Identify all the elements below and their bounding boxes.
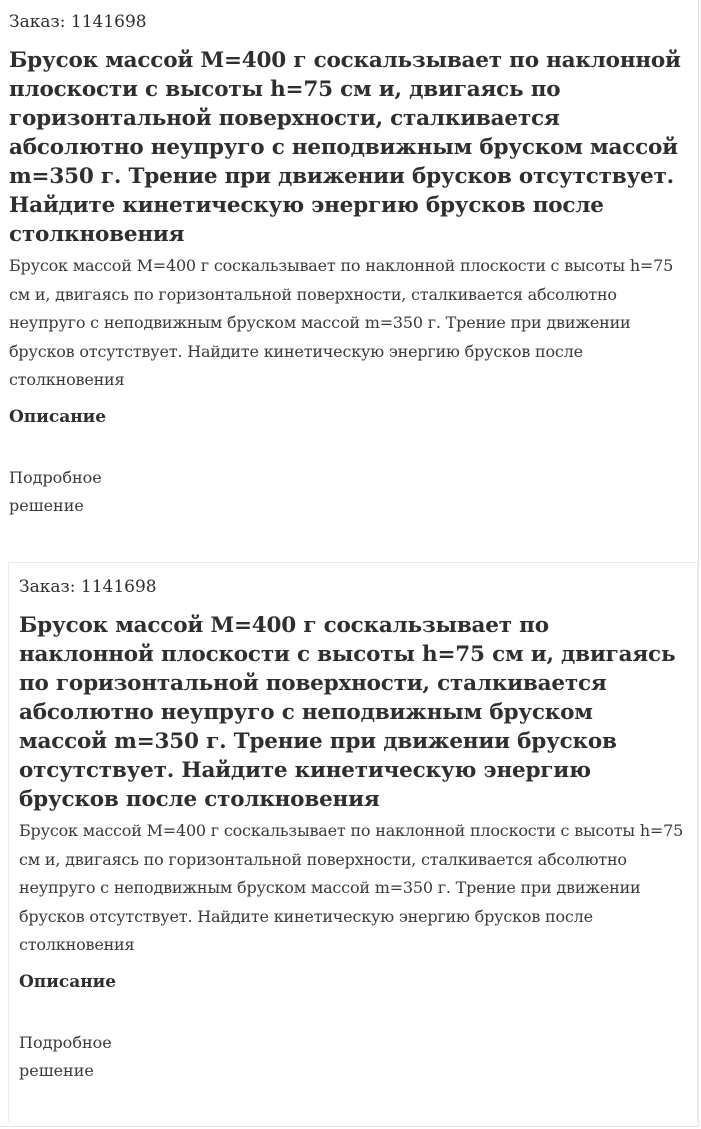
order-number: Заказ: 1141698: [9, 12, 147, 32]
solution-label: Подробное решение: [9, 467, 102, 515]
order-card: [0, 0, 699, 545]
task-text: Брусок массой M=400 г соскальзывает по наклонной плоскости с высоты h=75 см и, двигаясь по горизонтальной поверхности, сталкивается абсолютно неупруго с неподвижным бруском массой m=350 г. Трение при движении брусков отсутствует. Найдите кинетическую энергию брусков после столкновения: [9, 256, 674, 389]
solution-label: Подробное решение: [19, 1032, 112, 1080]
task-text: Брусок массой M=400 г соскальзывает по наклонной плоскости с высоты h=75 см и, двигаясь по горизонтальной поверхности, сталкивается абсолютно неупруго с неподвижным бруском массой m=350 г. Трение при движении брусков отсутствует. Найдите кинетическую энергию брусков после столкновения: [19, 821, 684, 954]
description-heading: Описание: [9, 406, 107, 427]
task-title: Брусок массой M=400 г соскальзывает по наклонной плоскости с высоты h=75 см и, двигаясь по горизонтальной поверхности, сталкивается абсолютно неупруго с неподвижным бруском массой m=350 г. Трение при движении брусков отсутствует. Найдите кинетическую энергию брусков после столкновения: [9, 48, 681, 247]
task-title: Брусок массой M=400 г соскальзывает по наклонной плоскости с высоты h=75 см и, двигаясь по горизонтальной поверхности, сталкивается абсолютно неупруго с неподвижным бруском массой m=350 г. Трение при движении брусков отсутствует. Найдите кинетическую энергию брусков после столкновения: [19, 613, 676, 812]
order-number: Заказ: 1141698: [19, 577, 157, 597]
order-card: [8, 562, 698, 1122]
description-heading: Описание: [19, 971, 117, 992]
